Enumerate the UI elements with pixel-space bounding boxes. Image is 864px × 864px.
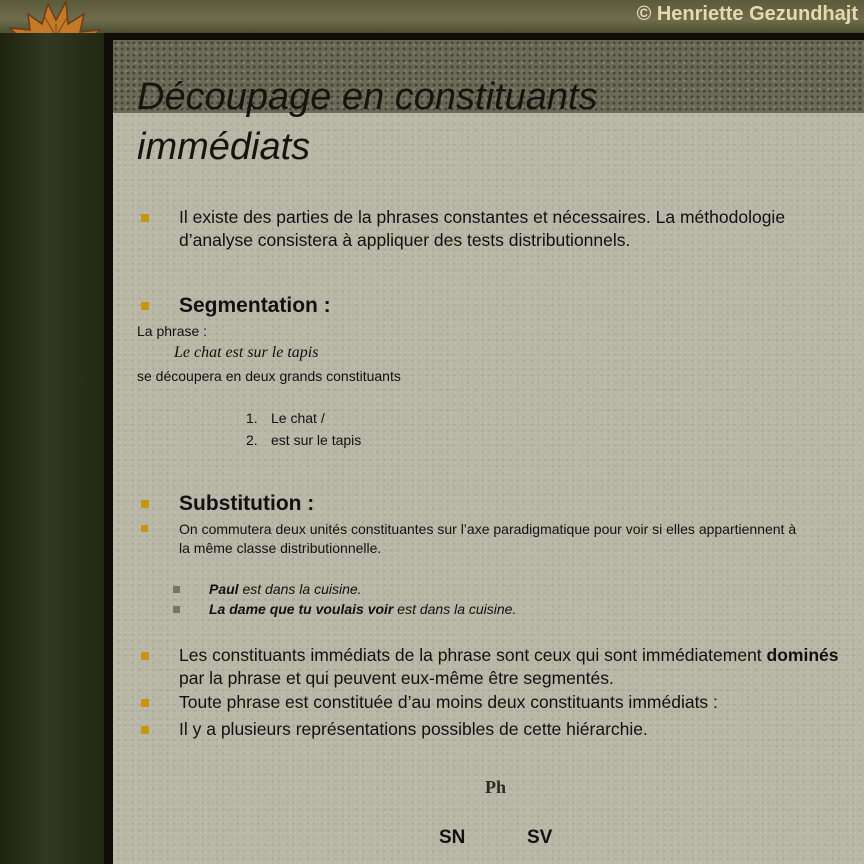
- bullet-icon: [141, 652, 149, 660]
- top-bar: [0, 0, 864, 33]
- bullet-icon: [141, 214, 149, 222]
- bullet-icon: [141, 302, 149, 310]
- sub-example-1-rest: est dans la cuisine.: [238, 581, 362, 597]
- substitution-heading: Substitution :: [179, 492, 315, 515]
- conclusion-1-part2: par la phrase et qui peuvent eux-même être segmentés.: [179, 668, 614, 688]
- tree-node-sn: SN: [439, 827, 466, 848]
- conclusion-1: [179, 644, 859, 690]
- slide-title-line1: Découpage en constituants: [137, 76, 598, 118]
- bullet-icon: [141, 500, 149, 508]
- slide: [113, 40, 864, 864]
- sub-example-2-rest: est dans la cuisine.: [393, 601, 517, 617]
- segmentation-after: se découpera en deux grands constituants: [137, 368, 401, 384]
- seg-item-num-2: 2.: [246, 432, 258, 448]
- sub-example-1: [209, 580, 362, 599]
- intro-text: Il existe des parties de la phrases constantes et nécessaires. La méthodologie d’analyse consistera à appliquer des tests distributionnels.: [179, 207, 786, 250]
- example-sentence: Le chat est sur le tapis: [174, 344, 319, 361]
- slide-title-line2: immédiats: [137, 126, 311, 168]
- conclusion-3: Il y a plusieurs représentations possibles de cette hiérarchie.: [179, 719, 648, 739]
- substitution-text: On commutera deux unités constituantes sur l’axe paradigmatique pour voir si elles appartiennent à la même classe distributionnelle.: [179, 521, 797, 556]
- segmentation-heading: Segmentation :: [179, 294, 331, 317]
- seg-item-text-1: Le chat /: [271, 410, 325, 426]
- bullet-icon: [141, 699, 149, 707]
- seg-item-text-2: est sur le tapis: [271, 432, 362, 448]
- bullet-icon: [173, 606, 180, 613]
- bullet-icon: [141, 726, 149, 734]
- sub-example-2-bold: La dame que tu voulais voir: [209, 601, 394, 617]
- seg-item-num-1: 1.: [246, 410, 258, 426]
- bullet-icon: [173, 586, 180, 593]
- tree-root-ph: Ph: [485, 777, 507, 797]
- bullet-icon: [141, 525, 148, 532]
- sub-example-1-bold: Paul: [209, 581, 239, 597]
- left-strip: [0, 33, 104, 864]
- conclusion-2: Toute phrase est constituée d’au moins deux constituants immédiats :: [179, 692, 718, 712]
- sub-example-2: [209, 600, 516, 619]
- conclusion-1-bold: dominés: [766, 645, 839, 665]
- copyright-text: © Henriette Gezundhajt: [636, 3, 858, 25]
- segmentation-label: La phrase :: [137, 323, 208, 339]
- conclusion-1-part1: Les constituants immédiats de la phrase sont ceux qui sont immédiatement: [179, 645, 767, 665]
- tree-node-sv: SV: [527, 827, 553, 848]
